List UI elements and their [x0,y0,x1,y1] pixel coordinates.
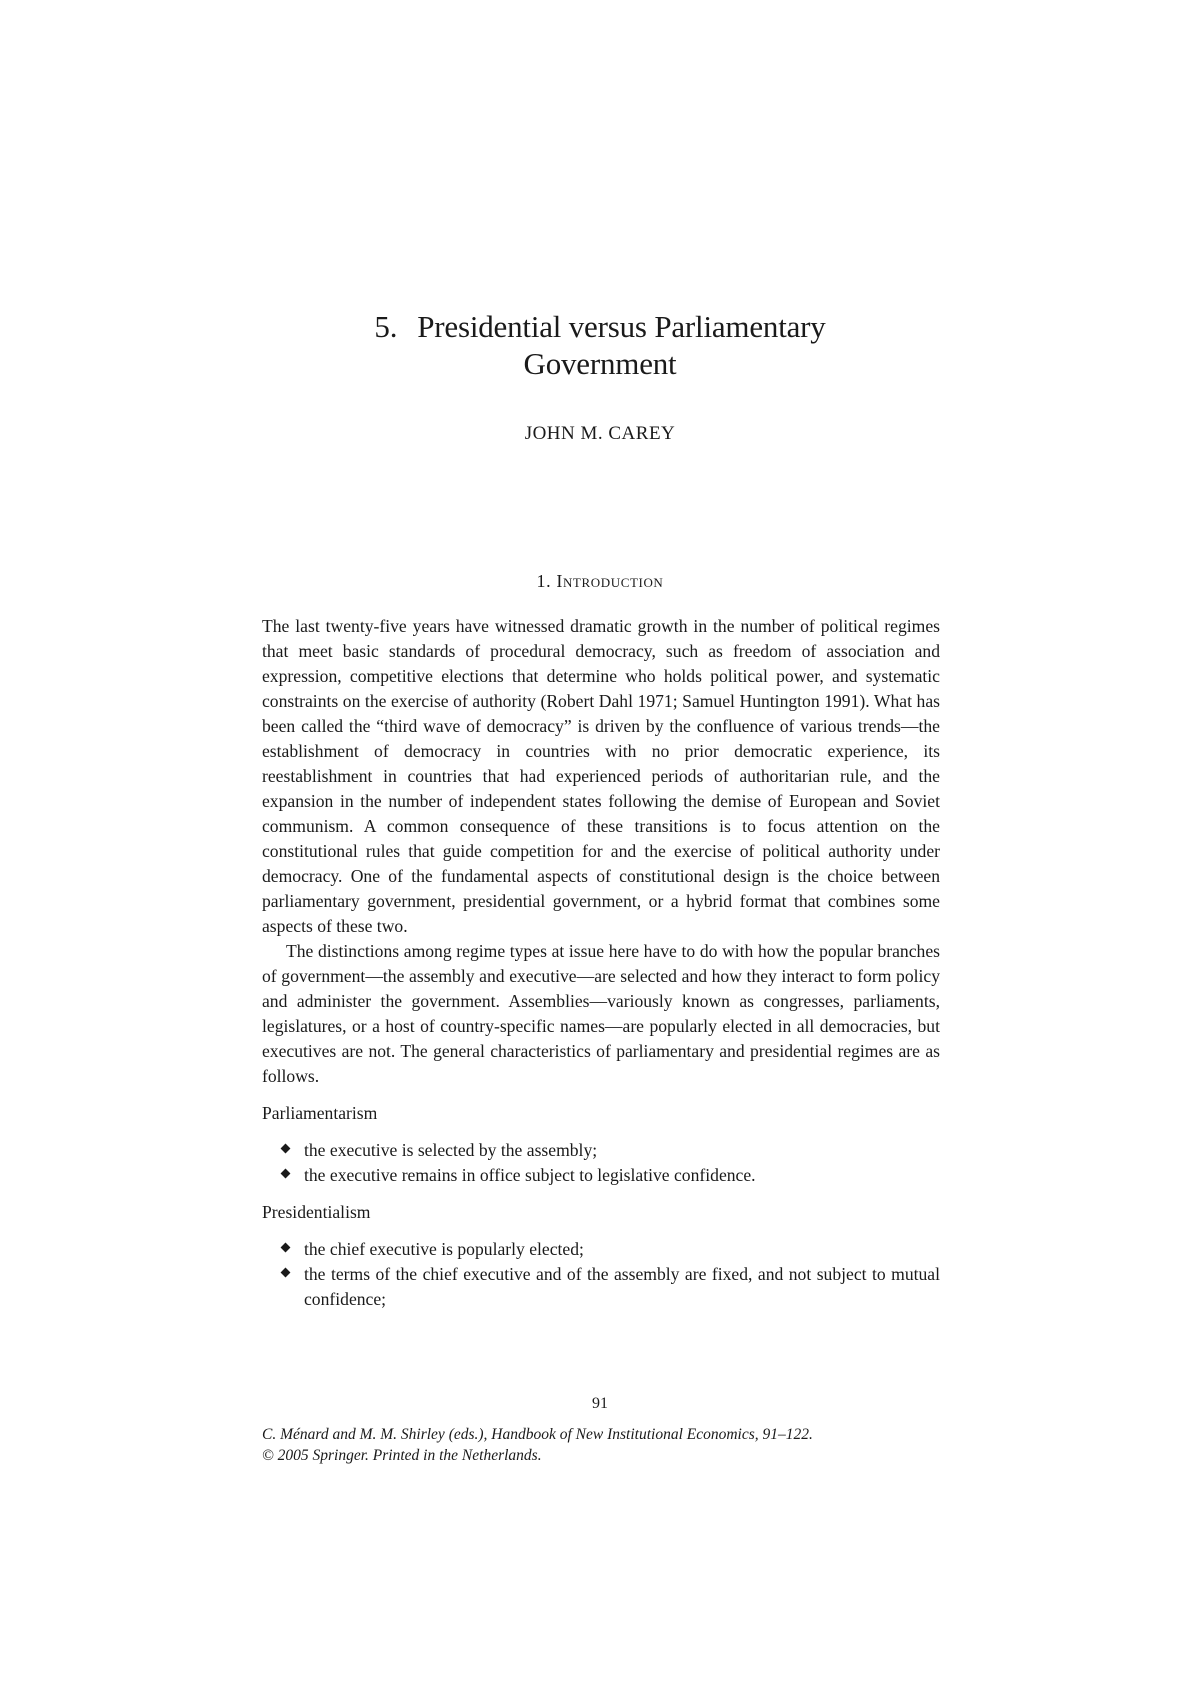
citation-line: C. Ménard and M. M. Shirley (eds.), Handbook of New Institutional Economics, 91–122. [262,1426,813,1443]
list-item-text: the executive remains in office subject to legislative confidence. [304,1165,756,1185]
diamond-bullet-icon [281,1169,291,1179]
list-item [304,1163,940,1188]
paragraph-1: The last twenty-five years have witnessed dramatic growth in the number of political regimes that meet basic standards of procedural democracy, such as freedom of association and expression, competitive elections that determine who holds political power, and systematic constraints on the exercise of authority (Robert Dahl 1971; Samuel Huntington 1991). What has been called the “third wave of democracy” is driven by the confluence of various trends—the establishment of democracy in countries with no prior democratic experience, its reestablishment in countries that had experienced periods of authoritarian rule, and the expansion in the number of independent states following the demise of European and Soviet communism. A common consequence of these transitions is to focus attention on the constitutional rules that guide competition for and the exercise of political authority under democracy. One of the fundamental aspects of constitutional design is the choice between parliamentary government, presidential government, or a hybrid format that combines some aspects of these two. [262,616,940,936]
chapter-title [0,308,1200,382]
list-heading-presidentialism: Presidentialism [262,1202,371,1222]
section-heading: 1. Introduction [536,571,664,591]
paragraph-2: The distinctions among regime types at issue here have to do with how the popular branches of government—the assembly and executive—are selected and how they interact to form policy and administer the government. Assemblies—variously known as congresses, parliaments, legislatures, or a host of country-specific names—are popularly elected in all democracies, but executives are not. The general characteristics of parliamentary and presidential regimes are as follows. [262,941,940,1086]
chapter-number: 5. [374,309,398,344]
list-item-text: the executive is selected by the assembly; [304,1140,598,1160]
chapter-title-line-2: Government [523,346,677,381]
author-name: JOHN M. CAREY [524,423,676,444]
list-item-text: the chief executive is popularly elected; [304,1239,584,1259]
diamond-bullet-icon [281,1144,291,1154]
diamond-bullet-icon [281,1243,291,1253]
list-item [304,1237,940,1262]
chapter-title-line-1 [0,308,1200,345]
list-item-text: the terms of the chief executive and of the assembly are fixed, and not subject to mutual confidence; [304,1264,940,1309]
list-heading-parliamentarism: Parliamentarism [262,1103,378,1123]
page-number: 91 [592,1395,608,1412]
presidentialism-list [262,1237,940,1312]
copyright-line: © 2005 Springer. Printed in the Netherlands. [262,1447,542,1464]
chapter-title-text-1: Presidential versus Parliamentary [417,309,826,344]
list-item [304,1262,940,1312]
list-item [304,1138,940,1163]
citation-footer [262,1424,962,1466]
body-text [262,614,940,1312]
diamond-bullet-icon [281,1268,291,1278]
parliamentarism-list [262,1138,940,1188]
